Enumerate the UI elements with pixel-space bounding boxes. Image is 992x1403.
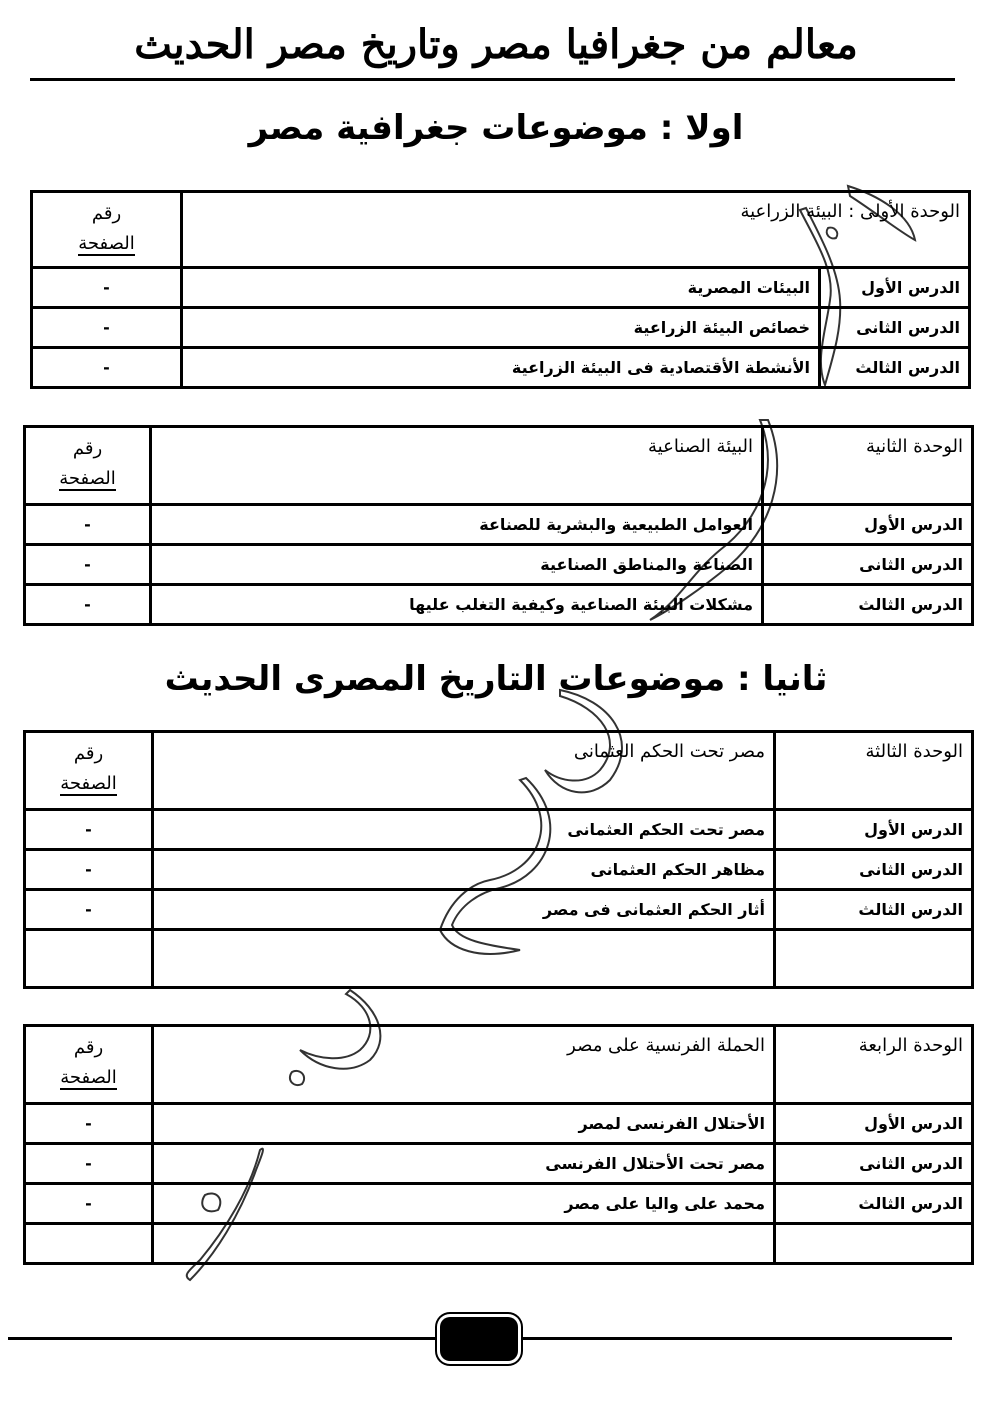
lesson-label: الدرس الثانى [775, 1144, 973, 1184]
unit-name: مصر تحت الحكم العثمانى [153, 732, 775, 810]
lesson-title: أثار الحكم العثمانى فى مصر [153, 890, 775, 930]
lesson-page: - [25, 1184, 153, 1224]
lesson-label: الدرس الأول [775, 1104, 973, 1144]
lesson-page: - [25, 545, 151, 585]
lesson-page: - [25, 585, 151, 625]
section-title-history: ثانيا : موضوعات التاريخ المصرى الحديث [164, 659, 828, 699]
page-title: معالم من جغرافيا مصر وتاريخ مصر الحديث [134, 21, 858, 68]
lesson-page: - [25, 505, 151, 545]
unit-label: الوحدة الرابعة [775, 1026, 973, 1104]
lesson-label: الدرس الثانى [820, 308, 970, 348]
lesson-title: مصر تحت الحكم العثمانى [153, 810, 775, 850]
lesson-label: الدرس الأول [775, 810, 973, 850]
lesson-title: خصائص البيئة الزراعية [182, 308, 820, 348]
lesson-title: مصر تحت الأحتلال الفرنسى [153, 1144, 775, 1184]
lesson-page: - [32, 308, 182, 348]
lesson-label: الدرس الثالث [775, 890, 973, 930]
lesson-label: الدرس الثالث [775, 1184, 973, 1224]
lesson-label: الدرس الأول [820, 268, 970, 308]
lesson-label: الدرس الثانى [775, 850, 973, 890]
lesson-page: - [32, 268, 182, 308]
lesson-title: الأحتلال الفرنسى لمصر [153, 1104, 775, 1144]
lesson-label: الدرس الثالث [763, 585, 973, 625]
lesson-page: - [25, 1104, 153, 1144]
page-number-header: رقم الصفحة [25, 732, 153, 810]
lesson-label: الدرس الثالث [820, 348, 970, 388]
lesson-title: الأنشطة الأقتصادية فى البيئة الزراعية [182, 348, 820, 388]
unit-label: الوحدة الثانية [763, 427, 973, 505]
page-number-box [440, 1317, 518, 1361]
footer-rule-left [8, 1337, 436, 1340]
lesson-title: مظاهر الحكم العثمانى [153, 850, 775, 890]
lesson-page: - [25, 1144, 153, 1184]
lesson-title: الصناعة والمناطق الصناعية [151, 545, 763, 585]
lesson-page: - [25, 810, 153, 850]
page-number-header: رقم الصفحة [32, 192, 182, 268]
lesson-page: - [25, 890, 153, 930]
lesson-page: - [32, 348, 182, 388]
unit-name: البيئة الصناعية [151, 427, 763, 505]
lesson-label: الدرس الأول [763, 505, 973, 545]
lesson-label: الدرس الثانى [763, 545, 973, 585]
lesson-title: محمد على واليا على مصر [153, 1184, 775, 1224]
lesson-page: - [25, 850, 153, 890]
unit-name: الحملة الفرنسية على مصر [153, 1026, 775, 1104]
unit-name: الوحدة الأولى : البيئة الزراعية [182, 192, 970, 268]
lesson-title: العوامل الطبيعية والبشرية للصناعة [151, 505, 763, 545]
footer-rule-right [522, 1337, 952, 1340]
page-number-header: رقم الصفحة [25, 427, 151, 505]
page-number-header: رقم الصفحة [25, 1026, 153, 1104]
lesson-title: البيئات المصرية [182, 268, 820, 308]
section-title-geography: اولا : موضوعات جغرافية مصر [248, 108, 744, 148]
unit-label: الوحدة الثالثة [775, 732, 973, 810]
lesson-title: مشكلات البيئة الصناعية وكيفية التغلب عليها [151, 585, 763, 625]
